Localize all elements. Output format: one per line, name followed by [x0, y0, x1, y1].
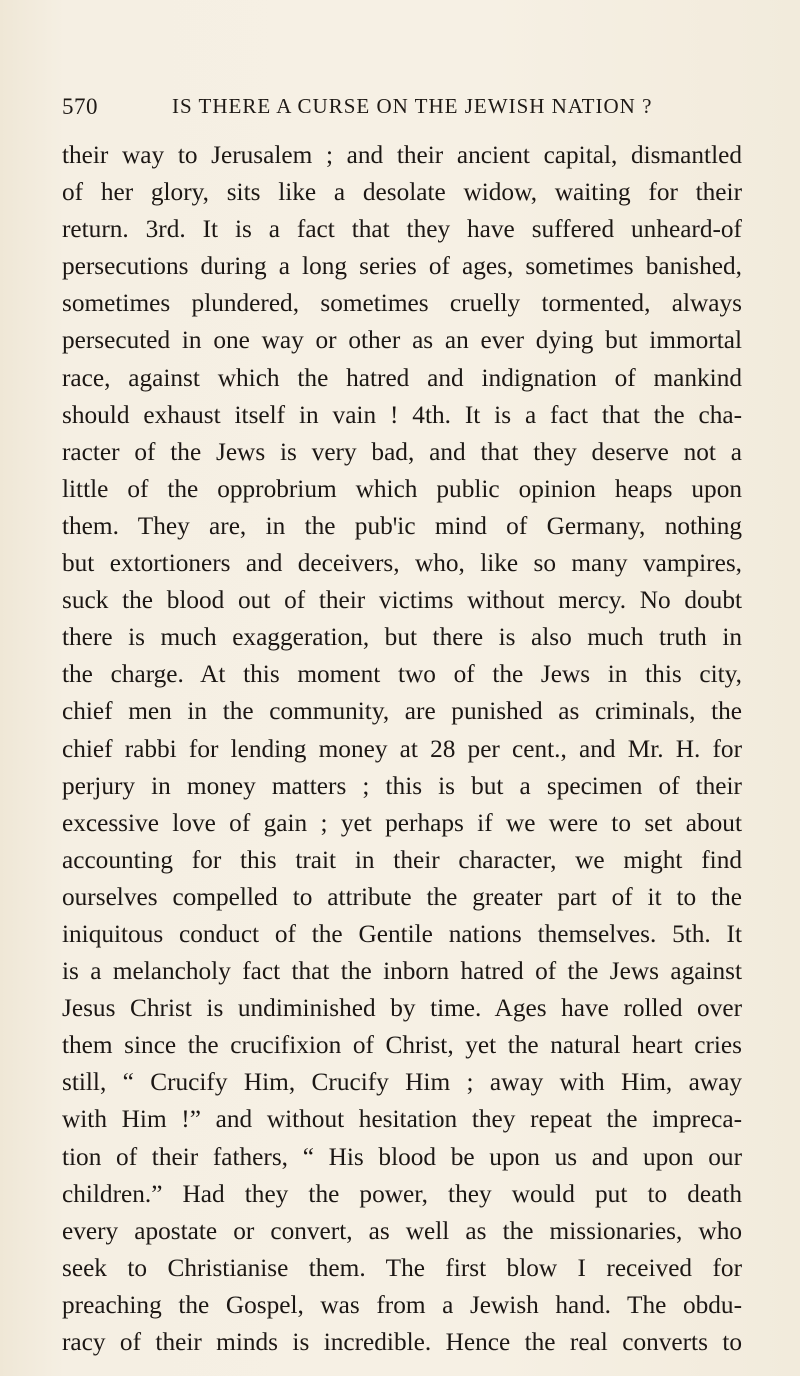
text-line: suck the blood out of their victims without mercy. No doubt — [62, 586, 742, 615]
text-line: still, “ Crucify Him, Crucify Him ; away with Him, away — [62, 1068, 742, 1097]
text-line: accounting for this trait in their character, we might find — [62, 845, 742, 874]
text-line: ourselves compelled to attribute the greater part of it to the — [62, 882, 742, 911]
text-line: sometimes plundered, sometimes cruelly tormented, always — [62, 289, 742, 318]
text-line: seek to Christianise them. The first blow I received for — [62, 1253, 742, 1282]
text-line: tion of their fathers, “ His blood be upon us and upon our — [62, 1142, 742, 1171]
text-line: persecuted in one way or other as an ever dying but immortal — [62, 326, 742, 355]
text-line: children.” Had they the power, they would put to death — [62, 1179, 742, 1208]
text-line: return. 3rd. It is a fact that they have suffered unheard-of — [62, 215, 742, 244]
text-line: racter of the Jews is very bad, and that they deserve not a — [62, 437, 742, 466]
text-line: race, against which the hatred and indignation of mankind — [62, 363, 742, 392]
text-line: them since the crucifixion of Christ, yet the natural heart cries — [62, 1031, 742, 1060]
text-line: iniquitous conduct of the Gentile nations themselves. 5th. It — [62, 919, 742, 948]
page-header — [62, 94, 762, 124]
body-text — [62, 137, 742, 1361]
text-line: there is much exaggeration, but there is also much truth in — [62, 623, 742, 652]
text-line: persecutions during a long series of ages, sometimes banished, — [62, 252, 742, 281]
text-line: should exhaust itself in vain ! 4th. It is a fact that the cha- — [62, 400, 742, 429]
text-line: Jesus Christ is undiminished by time. Ages have rolled over — [62, 994, 742, 1023]
text-line: the charge. At this moment two of the Jews in this city, — [62, 660, 742, 689]
text-line: every apostate or convert, as well as the missionaries, who — [62, 1216, 742, 1245]
text-line: with Him !” and without hesitation they repeat the impreca- — [62, 1105, 742, 1134]
text-line: them. They are, in the pubꞌic mind of Germany, nothing — [62, 511, 742, 540]
text-line: perjury in money matters ; this is but a specimen of their — [62, 771, 742, 800]
text-line: of her glory, sits like a desolate widow, waiting for their — [62, 178, 742, 207]
text-line: but extortioners and deceivers, who, like so many vampires, — [62, 549, 742, 578]
text-line: preaching the Gospel, was from a Jewish hand. The obdu- — [62, 1290, 742, 1319]
text-line: excessive love of gain ; yet perhaps if we were to set about — [62, 808, 742, 837]
text-line: little of the opprobrium which public opinion heaps upon — [62, 474, 742, 503]
text-line: is a melancholy fact that the inborn hatred of the Jews against — [62, 957, 742, 986]
text-line: chief rabbi for lending money at 28 per cent., and Mr. H. for — [62, 734, 742, 763]
text-line: racy of their minds is incredible. Hence the real converts to — [62, 1328, 742, 1356]
running-head: IS THERE A CURSE ON THE JEWISH NATION ? — [172, 94, 653, 118]
text-line: chief men in the community, are punished as criminals, the — [62, 697, 742, 726]
page-number: 570 — [62, 94, 98, 119]
text-line: their way to Jerusalem ; and their ancient capital, dismantled — [62, 141, 742, 169]
